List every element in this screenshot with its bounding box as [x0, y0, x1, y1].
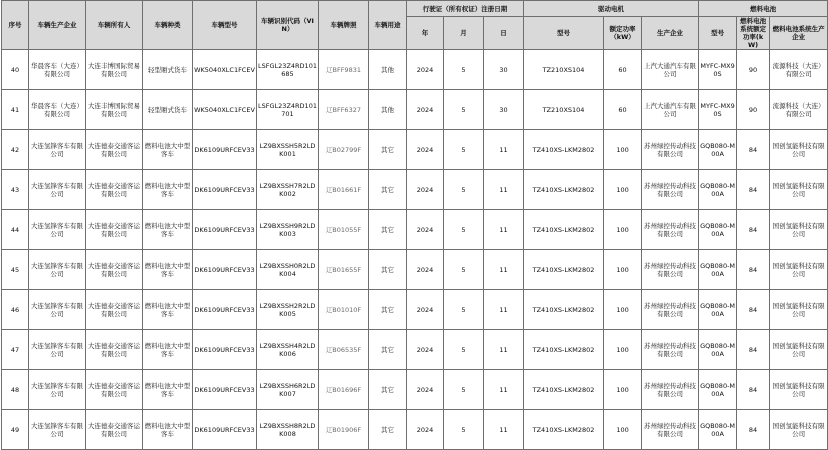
cell-manufacturer: 华晨客车（大连）有限公司: [29, 90, 86, 130]
cell-motor-power: 60: [604, 50, 642, 90]
cell-motor-model: TZ210XS104: [524, 90, 604, 130]
table-row: [2, 410, 828, 450]
cell-usage: 其它: [369, 290, 407, 330]
cell-owner: 大连丰博国际贸易有限公司: [86, 90, 143, 130]
cell-seq: 49: [2, 410, 29, 450]
cell-seq: 45: [2, 250, 29, 290]
header-usage: 车辆用途: [369, 1, 407, 50]
cell-plate: 辽B01055F: [319, 210, 369, 250]
cell-vehicle-model: WK5040XLC1FCEV: [193, 50, 257, 90]
cell-vehicle-model: DK6109URFCEV33: [193, 130, 257, 170]
header-motor-model: 型号: [524, 17, 604, 50]
cell-fc-model: GQB080-M00A: [699, 330, 737, 370]
table-row: [2, 370, 828, 410]
cell-month: 5: [444, 50, 484, 90]
cell-motor-model: TZ410XS-LKM2802: [524, 410, 604, 450]
cell-motor-model: TZ210XS104: [524, 50, 604, 90]
cell-vin: LZ9BXSSH8R2LDK008: [257, 410, 319, 450]
cell-fc-model: GQB080-M00A: [699, 370, 737, 410]
cell-day: 30: [484, 50, 524, 90]
table-row: [2, 330, 828, 370]
cell-day: 11: [484, 330, 524, 370]
cell-vehicle-type: 轻型厢式货车: [143, 90, 193, 130]
cell-owner: 大连德泰交通客运有限公司: [86, 210, 143, 250]
cell-fc-maker: 国创氢能科技有限公司: [770, 130, 828, 170]
cell-fc-maker: 国创氢能科技有限公司: [770, 210, 828, 250]
cell-motor-power: 60: [604, 90, 642, 130]
cell-year: 2024: [407, 410, 444, 450]
cell-usage: 其他: [369, 50, 407, 90]
cell-motor-maker: 上汽大通汽车有限公司: [642, 90, 699, 130]
cell-vehicle-type: 轻型厢式货车: [143, 50, 193, 90]
cell-fc-power: 84: [737, 170, 770, 210]
cell-vin: LZ9BXSSH4R2LDK006: [257, 330, 319, 370]
cell-motor-maker: 上汽大通汽车有限公司: [642, 50, 699, 90]
cell-motor-power: 100: [604, 170, 642, 210]
table-row: [2, 90, 828, 130]
cell-plate: 辽BFF9831: [319, 50, 369, 90]
cell-vehicle-type: 燃料电池大中型客车: [143, 370, 193, 410]
cell-motor-model: TZ410XS-LKM2802: [524, 290, 604, 330]
cell-motor-model: TZ410XS-LKM2802: [524, 370, 604, 410]
cell-vehicle-model: DK6109URFCEV33: [193, 330, 257, 370]
header-fc-model: 型号: [699, 17, 737, 50]
vehicle-table: [1, 0, 828, 450]
header-motor-power: 额定功率（kW）: [604, 17, 642, 50]
cell-year: 2024: [407, 170, 444, 210]
cell-fc-maker: 国创氢能科技有限公司: [770, 410, 828, 450]
cell-seq: 47: [2, 330, 29, 370]
cell-plate: 辽BFF6327: [319, 90, 369, 130]
cell-manufacturer: 大连氢锋客车有限公司: [29, 370, 86, 410]
cell-vehicle-model: WK5040XLC1FCEV: [193, 90, 257, 130]
header-month: 月: [444, 17, 484, 50]
cell-year: 2024: [407, 90, 444, 130]
table-row: [2, 290, 828, 330]
cell-vehicle-type: 燃料电池大中型客车: [143, 130, 193, 170]
cell-fc-model: GQB080-M00A: [699, 170, 737, 210]
cell-manufacturer: 大连氢锋客车有限公司: [29, 410, 86, 450]
cell-fc-model: GQB080-M00A: [699, 290, 737, 330]
cell-fc-power: 84: [737, 130, 770, 170]
cell-year: 2024: [407, 290, 444, 330]
header-vehicle-type: 车辆种类: [143, 1, 193, 50]
cell-plate: 辽B01661F: [319, 170, 369, 210]
cell-fc-maker: 国创氢能科技有限公司: [770, 330, 828, 370]
cell-vin: LSFGL23Z4RD101685: [257, 50, 319, 90]
header-owner: 车辆所有人: [86, 1, 143, 50]
cell-month: 5: [444, 370, 484, 410]
cell-fc-maker: 国创氢能科技有限公司: [770, 370, 828, 410]
header-fc-maker: 燃料电池系统生产企业: [770, 17, 828, 50]
cell-vin: LZ9BXSSH5R2LDK001: [257, 130, 319, 170]
cell-seq: 46: [2, 290, 29, 330]
table-row: [2, 210, 828, 250]
header-manufacturer: 车辆生产企业: [29, 1, 86, 50]
cell-usage: 其它: [369, 370, 407, 410]
table-row: [2, 130, 828, 170]
cell-owner: 大连德泰交通客运有限公司: [86, 170, 143, 210]
cell-vehicle-model: DK6109URFCEV33: [193, 250, 257, 290]
cell-fc-model: GQB080-M00A: [699, 210, 737, 250]
cell-owner: 大连丰博国际贸易有限公司: [86, 50, 143, 90]
cell-vehicle-model: DK6109URFCEV33: [193, 170, 257, 210]
cell-month: 5: [444, 290, 484, 330]
cell-vehicle-model: DK6109URFCEV33: [193, 370, 257, 410]
cell-motor-power: 100: [604, 330, 642, 370]
header-motor: 驱动电机: [524, 1, 699, 17]
cell-usage: 其它: [369, 250, 407, 290]
cell-vin: LZ9BXSSH7R2LDK002: [257, 170, 319, 210]
cell-plate: 辽B01696F: [319, 370, 369, 410]
cell-day: 11: [484, 170, 524, 210]
cell-day: 30: [484, 90, 524, 130]
cell-motor-maker: 苏州绿控传动科技有限公司: [642, 410, 699, 450]
cell-vehicle-model: DK6109URFCEV33: [193, 210, 257, 250]
cell-motor-maker: 苏州绿控传动科技有限公司: [642, 370, 699, 410]
cell-fc-power: 90: [737, 50, 770, 90]
cell-fc-maker: 国创氢能科技有限公司: [770, 290, 828, 330]
cell-owner: 大连德泰交通客运有限公司: [86, 330, 143, 370]
cell-manufacturer: 大连氢锋客车有限公司: [29, 130, 86, 170]
cell-usage: 其它: [369, 170, 407, 210]
cell-year: 2024: [407, 50, 444, 90]
cell-motor-power: 100: [604, 130, 642, 170]
cell-vin: LZ9BXSSH6R2LDK007: [257, 370, 319, 410]
cell-seq: 40: [2, 50, 29, 90]
cell-motor-model: TZ410XS-LKM2802: [524, 330, 604, 370]
cell-year: 2024: [407, 370, 444, 410]
cell-motor-maker: 苏州绿控传动科技有限公司: [642, 170, 699, 210]
cell-manufacturer: 大连氢锋客车有限公司: [29, 290, 86, 330]
header-plate: 车辆牌照: [319, 1, 369, 50]
cell-motor-maker: 苏州绿控传动科技有限公司: [642, 130, 699, 170]
cell-month: 5: [444, 90, 484, 130]
table-row: [2, 250, 828, 290]
header-day: 日: [484, 17, 524, 50]
cell-day: 11: [484, 130, 524, 170]
cell-year: 2024: [407, 330, 444, 370]
cell-month: 5: [444, 410, 484, 450]
cell-fc-power: 90: [737, 90, 770, 130]
cell-year: 2024: [407, 210, 444, 250]
cell-fc-model: MYFC-MX90S: [699, 50, 737, 90]
cell-motor-power: 100: [604, 290, 642, 330]
cell-motor-maker: 苏州绿控传动科技有限公司: [642, 250, 699, 290]
cell-seq: 41: [2, 90, 29, 130]
cell-motor-power: 100: [604, 210, 642, 250]
cell-day: 11: [484, 210, 524, 250]
cell-fc-maker: 流源科技（大连）有限公司: [770, 90, 828, 130]
cell-seq: 43: [2, 170, 29, 210]
cell-vehicle-type: 燃料电池大中型客车: [143, 410, 193, 450]
cell-day: 11: [484, 370, 524, 410]
cell-fc-model: GQB080-M00A: [699, 130, 737, 170]
cell-day: 11: [484, 410, 524, 450]
cell-plate: 辽B06535F: [319, 330, 369, 370]
cell-usage: 其它: [369, 130, 407, 170]
cell-motor-model: TZ410XS-LKM2802: [524, 250, 604, 290]
cell-motor-maker: 苏州绿控传动科技有限公司: [642, 290, 699, 330]
cell-vehicle-model: DK6109URFCEV33: [193, 410, 257, 450]
cell-usage: 其它: [369, 410, 407, 450]
cell-usage: 其它: [369, 210, 407, 250]
cell-vin: LZ9BXSSH0R2LDK004: [257, 250, 319, 290]
table-body: [2, 50, 828, 450]
cell-vehicle-type: 燃料电池大中型客车: [143, 250, 193, 290]
cell-month: 5: [444, 210, 484, 250]
cell-seq: 42: [2, 130, 29, 170]
cell-day: 11: [484, 250, 524, 290]
cell-usage: 其他: [369, 90, 407, 130]
cell-year: 2024: [407, 130, 444, 170]
cell-plate: 辽B01655F: [319, 250, 369, 290]
cell-month: 5: [444, 130, 484, 170]
cell-vin: LZ9BXSSH2R2LDK005: [257, 290, 319, 330]
header-year: 年: [407, 17, 444, 50]
cell-motor-model: TZ410XS-LKM2802: [524, 170, 604, 210]
cell-motor-model: TZ410XS-LKM2802: [524, 130, 604, 170]
cell-plate: 辽B02799F: [319, 130, 369, 170]
cell-motor-maker: 苏州绿控传动科技有限公司: [642, 330, 699, 370]
cell-vin: LZ9BXSSH9R2LDK003: [257, 210, 319, 250]
cell-plate: 辽B01010F: [319, 290, 369, 330]
cell-vin: LSFGL23Z4RD101701: [257, 90, 319, 130]
cell-vehicle-type: 燃料电池大中型客车: [143, 330, 193, 370]
cell-manufacturer: 大连氢锋客车有限公司: [29, 210, 86, 250]
cell-usage: 其它: [369, 330, 407, 370]
cell-fc-maker: 流源科技（大连）有限公司: [770, 50, 828, 90]
cell-owner: 大连德泰交通客运有限公司: [86, 130, 143, 170]
cell-motor-power: 100: [604, 250, 642, 290]
cell-manufacturer: 大连氢锋客车有限公司: [29, 330, 86, 370]
cell-fc-model: GQB080-M00A: [699, 410, 737, 450]
header-fc-power: 燃料电池系统额定功率(kW): [737, 17, 770, 50]
cell-fc-power: 84: [737, 410, 770, 450]
cell-vehicle-type: 燃料电池大中型客车: [143, 290, 193, 330]
cell-fc-model: GQB080-M00A: [699, 250, 737, 290]
header-seq: 序号: [2, 1, 29, 50]
header-vin: 车辆识别代码（VIN）: [257, 1, 319, 50]
cell-year: 2024: [407, 250, 444, 290]
cell-manufacturer: 华晨客车（大连）有限公司: [29, 50, 86, 90]
cell-fc-power: 84: [737, 210, 770, 250]
header-reg-date: 行驶证（所有权证）注册日期: [407, 1, 524, 17]
cell-owner: 大连德泰交通客运有限公司: [86, 290, 143, 330]
cell-motor-model: TZ410XS-LKM2802: [524, 210, 604, 250]
cell-month: 5: [444, 250, 484, 290]
table-row: [2, 50, 828, 90]
cell-vehicle-model: DK6109URFCEV33: [193, 290, 257, 330]
cell-fc-power: 84: [737, 370, 770, 410]
table-header: [2, 1, 828, 50]
cell-owner: 大连德泰交通客运有限公司: [86, 250, 143, 290]
header-vehicle-model: 车辆型号: [193, 1, 257, 50]
cell-plate: 辽B01906F: [319, 410, 369, 450]
cell-motor-power: 100: [604, 410, 642, 450]
cell-seq: 44: [2, 210, 29, 250]
header-motor-maker: 生产企业: [642, 17, 699, 50]
cell-owner: 大连德泰交通客运有限公司: [86, 370, 143, 410]
cell-vehicle-type: 燃料电池大中型客车: [143, 210, 193, 250]
cell-motor-maker: 苏州绿控传动科技有限公司: [642, 210, 699, 250]
cell-fc-power: 84: [737, 250, 770, 290]
header-fuel-cell: 燃料电池: [699, 1, 828, 17]
cell-fc-maker: 国创氢能科技有限公司: [770, 170, 828, 210]
cell-manufacturer: 大连氢锋客车有限公司: [29, 170, 86, 210]
cell-seq: 48: [2, 370, 29, 410]
cell-month: 5: [444, 170, 484, 210]
cell-day: 11: [484, 290, 524, 330]
cell-fc-maker: 国创氢能科技有限公司: [770, 250, 828, 290]
cell-month: 5: [444, 330, 484, 370]
cell-manufacturer: 大连氢锋客车有限公司: [29, 250, 86, 290]
table-row: [2, 170, 828, 210]
cell-fc-model: MYFC-MX90S: [699, 90, 737, 130]
cell-owner: 大连德泰交通客运有限公司: [86, 410, 143, 450]
cell-motor-power: 100: [604, 370, 642, 410]
cell-fc-power: 84: [737, 290, 770, 330]
cell-fc-power: 84: [737, 330, 770, 370]
cell-vehicle-type: 燃料电池大中型客车: [143, 170, 193, 210]
